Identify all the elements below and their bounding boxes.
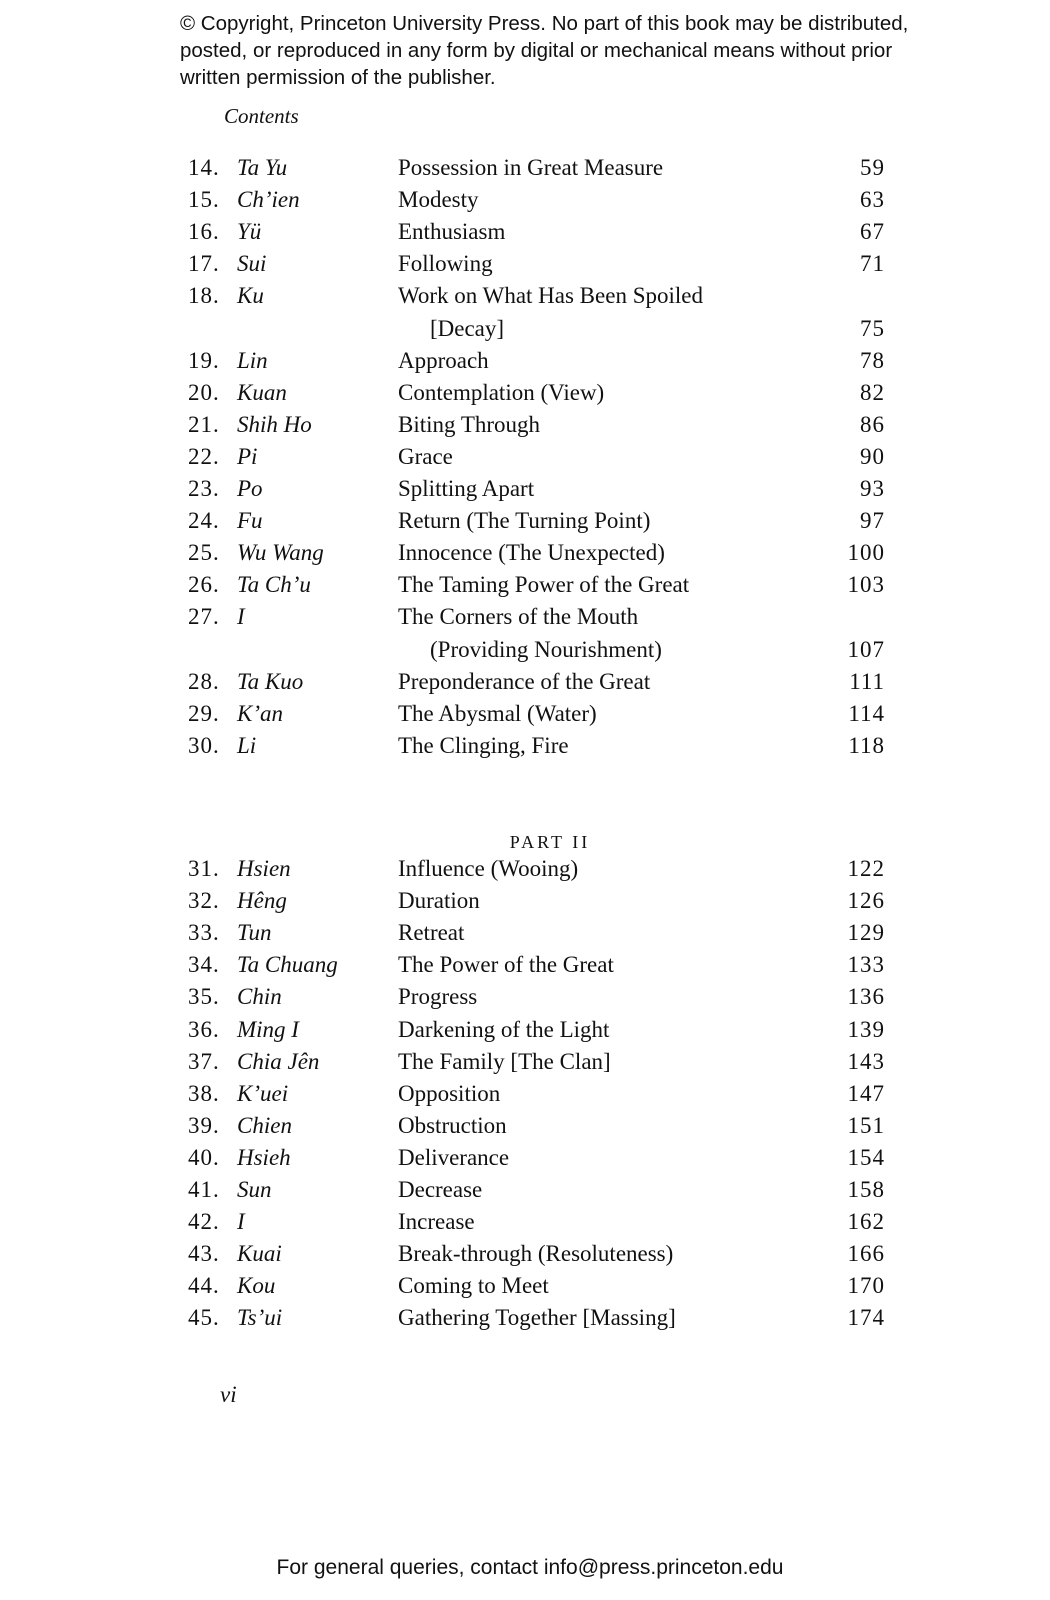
hexagram-number: 34. bbox=[188, 952, 220, 978]
hexagram-number: 39. bbox=[188, 1112, 220, 1138]
page-number: 100 bbox=[847, 540, 885, 566]
page-number: 82 bbox=[860, 379, 885, 405]
hexagram-title: Contemplation (View) bbox=[398, 379, 605, 405]
hexagram-title: Grace bbox=[398, 443, 453, 469]
hexagram-title: Approach bbox=[398, 347, 489, 373]
hexagram-number: 18. bbox=[188, 283, 220, 309]
toc-entry bbox=[0, 248, 1050, 280]
page-number: 126 bbox=[847, 888, 885, 914]
hexagram-title: Deliverance bbox=[398, 1144, 510, 1170]
footer-contact: For general queries, contact info@press.princeton.edu bbox=[276, 1556, 784, 1579]
page-number: 75 bbox=[860, 315, 885, 341]
toc-entry bbox=[0, 537, 1050, 569]
hexagram-title: Splitting Apart bbox=[398, 476, 535, 501]
hexagram-number: 43. bbox=[188, 1241, 220, 1267]
hexagram-title: Following bbox=[398, 251, 493, 277]
page-number: 114 bbox=[848, 700, 885, 726]
toc-entry bbox=[0, 853, 1050, 885]
toc-entry bbox=[0, 216, 1050, 248]
hexagram-number: 22. bbox=[188, 443, 220, 469]
page-number: 78 bbox=[860, 347, 885, 373]
toc-entry bbox=[0, 601, 1050, 633]
toc-entry bbox=[0, 1206, 1050, 1238]
toc-entry bbox=[0, 730, 1050, 762]
hexagram-name: Kuai bbox=[237, 1241, 282, 1267]
hexagram-name: Hêng bbox=[237, 888, 287, 914]
copyright-notice: © Copyright, Princeton University Press. No part of this book may be distributed, posted, or reproduced in any form by digital or mechanical means without prior written permission of the publisher. bbox=[180, 12, 909, 89]
hexagram-title: Progress bbox=[398, 984, 478, 1010]
hexagram-number: 28. bbox=[188, 668, 220, 694]
hexagram-name: Chia Jên bbox=[237, 1048, 320, 1074]
page-number: 162 bbox=[847, 1209, 885, 1235]
toc-entry bbox=[0, 949, 1050, 981]
hexagram-number: 36. bbox=[188, 1016, 220, 1042]
toc-entry bbox=[0, 1110, 1050, 1142]
page-number: 103 bbox=[847, 572, 885, 598]
hexagram-number: 31. bbox=[188, 856, 220, 881]
toc-entry bbox=[0, 1238, 1050, 1270]
toc-entry bbox=[0, 184, 1050, 216]
hexagram-number: 25. bbox=[188, 540, 220, 566]
toc-entry bbox=[0, 981, 1050, 1013]
page-number: 158 bbox=[847, 1177, 885, 1202]
page-number: 63 bbox=[860, 187, 885, 213]
hexagram-name: Ch’ien bbox=[237, 187, 300, 213]
toc-entry bbox=[0, 409, 1050, 441]
toc-entry bbox=[0, 473, 1050, 505]
hexagram-name: I bbox=[237, 604, 245, 630]
page-number: 59 bbox=[860, 155, 885, 180]
hexagram-name: Wu Wang bbox=[237, 540, 324, 566]
page-number: 107 bbox=[847, 636, 885, 662]
hexagram-number: 24. bbox=[188, 508, 220, 534]
hexagram-title: Increase bbox=[398, 1209, 475, 1235]
hexagram-name: Ta Chuang bbox=[237, 952, 338, 978]
hexagram-title: Gathering Together [Massing] bbox=[398, 1305, 676, 1331]
page-number: 97 bbox=[860, 508, 885, 534]
hexagram-title: Biting Through bbox=[398, 411, 541, 437]
hexagram-name: Sui bbox=[237, 251, 267, 277]
hexagram-title: Darkening of the Light bbox=[398, 1016, 610, 1042]
hexagram-name: K’an bbox=[237, 700, 283, 726]
page-number: 151 bbox=[847, 1112, 885, 1138]
hexagram-name: Kuan bbox=[237, 379, 287, 405]
hexagram-number: 23. bbox=[188, 476, 220, 501]
hexagram-title: Duration bbox=[398, 888, 480, 914]
hexagram-number: 29. bbox=[188, 700, 220, 726]
hexagram-number: 42. bbox=[188, 1209, 220, 1235]
page-folio: vi bbox=[220, 1382, 237, 1407]
toc-entry bbox=[0, 698, 1050, 730]
hexagram-title: Influence (Wooing) bbox=[398, 856, 579, 881]
hexagram-title: The Clinging, Fire bbox=[398, 732, 569, 758]
page-number: 111 bbox=[849, 668, 885, 694]
hexagram-name: Shih Ho bbox=[237, 411, 312, 437]
hexagram-title: The Corners of the Mouth bbox=[398, 604, 639, 630]
hexagram-title: Retreat bbox=[398, 920, 465, 946]
hexagram-number: 21. bbox=[188, 411, 220, 437]
page-number: 71 bbox=[860, 251, 885, 277]
hexagram-number: 27. bbox=[188, 604, 220, 630]
hexagram-number: 19. bbox=[188, 347, 220, 373]
hexagram-title: Preponderance of the Great bbox=[398, 668, 651, 694]
hexagram-title: Opposition bbox=[398, 1080, 501, 1106]
toc-entry bbox=[0, 917, 1050, 949]
hexagram-number: 45. bbox=[188, 1305, 220, 1331]
hexagram-title: The Abysmal (Water) bbox=[398, 700, 597, 726]
page-number: 118 bbox=[848, 732, 885, 758]
hexagram-name: Li bbox=[237, 732, 257, 758]
hexagram-number: 26. bbox=[188, 572, 220, 598]
hexagram-title: The Taming Power of the Great bbox=[398, 572, 690, 598]
hexagram-title: Work on What Has Been Spoiled bbox=[398, 283, 703, 309]
hexagram-title: Coming to Meet bbox=[398, 1273, 549, 1299]
hexagram-name: Tun bbox=[237, 920, 272, 946]
toc-entry bbox=[0, 280, 1050, 312]
page-number: 136 bbox=[847, 984, 885, 1010]
hexagram-title: Decrease bbox=[398, 1177, 483, 1202]
toc-entry bbox=[0, 885, 1050, 917]
hexagram-name: Po bbox=[237, 476, 263, 501]
hexagram-name: Hsieh bbox=[237, 1144, 291, 1170]
toc-entry bbox=[0, 505, 1050, 537]
hexagram-number: 41. bbox=[188, 1177, 220, 1202]
hexagram-name: Chin bbox=[237, 984, 282, 1010]
page-number: 122 bbox=[847, 856, 885, 881]
toc-entry bbox=[0, 1270, 1050, 1302]
hexagram-name: Hsien bbox=[237, 856, 291, 881]
page-number: 67 bbox=[860, 219, 885, 245]
page-number: 129 bbox=[847, 920, 885, 946]
toc-entry bbox=[0, 441, 1050, 473]
hexagram-number: 14. bbox=[188, 155, 220, 180]
page-number: 147 bbox=[847, 1080, 885, 1106]
hexagram-title: Return (The Turning Point) bbox=[398, 508, 651, 534]
toc-entry bbox=[0, 152, 1050, 184]
hexagram-name: Ku bbox=[237, 283, 264, 309]
hexagram-name: K’uei bbox=[237, 1080, 289, 1106]
hexagram-name: Sun bbox=[237, 1177, 272, 1202]
hexagram-number: 32. bbox=[188, 888, 220, 914]
page-number: 90 bbox=[860, 443, 885, 469]
hexagram-number: 16. bbox=[188, 219, 220, 245]
toc-entry bbox=[0, 1078, 1050, 1110]
page-number: 139 bbox=[847, 1016, 885, 1042]
hexagram-number: 17. bbox=[188, 251, 220, 277]
hexagram-title: Modesty bbox=[398, 187, 479, 213]
toc-entry bbox=[0, 1174, 1050, 1206]
hexagram-name: Ts’ui bbox=[237, 1305, 283, 1331]
hexagram-title: Break-through (Resoluteness) bbox=[398, 1241, 674, 1267]
hexagram-name: Pi bbox=[237, 443, 258, 469]
toc-entry-continuation bbox=[0, 313, 1050, 345]
page-number: 143 bbox=[847, 1048, 885, 1074]
hexagram-number: 40. bbox=[188, 1144, 220, 1170]
toc-entry bbox=[0, 666, 1050, 698]
hexagram-name: Ta Yu bbox=[237, 155, 288, 180]
hexagram-name: Yü bbox=[237, 219, 262, 245]
toc-entry-continuation bbox=[0, 634, 1050, 666]
toc-entry bbox=[0, 1302, 1050, 1334]
hexagram-name: Chien bbox=[237, 1112, 292, 1138]
toc-entry bbox=[0, 1014, 1050, 1046]
hexagram-number: 15. bbox=[188, 187, 220, 213]
hexagram-title: Enthusiasm bbox=[398, 219, 506, 245]
hexagram-number: 33. bbox=[188, 920, 220, 946]
hexagram-name: Ming I bbox=[237, 1016, 299, 1042]
hexagram-name: Fu bbox=[237, 508, 263, 534]
hexagram-title: The Family [The Clan] bbox=[398, 1048, 611, 1074]
hexagram-title: (Providing Nourishment) bbox=[430, 636, 662, 662]
toc-entry bbox=[0, 569, 1050, 601]
hexagram-name: I bbox=[237, 1209, 245, 1235]
toc-entry bbox=[0, 377, 1050, 409]
page-number: 170 bbox=[847, 1273, 885, 1299]
hexagram-number: 37. bbox=[188, 1048, 220, 1074]
page-number: 93 bbox=[860, 476, 885, 501]
hexagram-title: Possession in Great Measure bbox=[398, 155, 664, 180]
page-number: 154 bbox=[847, 1144, 885, 1170]
hexagram-title: Obstruction bbox=[398, 1112, 507, 1138]
hexagram-number: 30. bbox=[188, 732, 220, 758]
hexagram-number: 38. bbox=[188, 1080, 220, 1106]
running-head: Contents bbox=[224, 104, 299, 128]
toc-entry bbox=[0, 345, 1050, 377]
hexagram-title: [Decay] bbox=[430, 315, 505, 341]
hexagram-name: Lin bbox=[237, 347, 268, 373]
hexagram-title: The Power of the Great bbox=[398, 952, 614, 978]
hexagram-number: 35. bbox=[188, 984, 220, 1010]
hexagram-title: Innocence (The Unexpected) bbox=[398, 540, 665, 566]
hexagram-number: 44. bbox=[188, 1273, 220, 1299]
page-number: 174 bbox=[847, 1305, 885, 1331]
hexagram-number: 20. bbox=[188, 379, 220, 405]
hexagram-name: Ta Ch’u bbox=[237, 572, 311, 598]
hexagram-name: Kou bbox=[237, 1273, 276, 1299]
toc-entry bbox=[0, 1046, 1050, 1078]
hexagram-name: Ta Kuo bbox=[237, 668, 304, 694]
toc-entry bbox=[0, 1142, 1050, 1174]
page-number: 166 bbox=[847, 1241, 885, 1267]
page-number: 133 bbox=[847, 952, 885, 978]
part-heading: PART II bbox=[509, 832, 591, 852]
page-number: 86 bbox=[860, 411, 885, 437]
